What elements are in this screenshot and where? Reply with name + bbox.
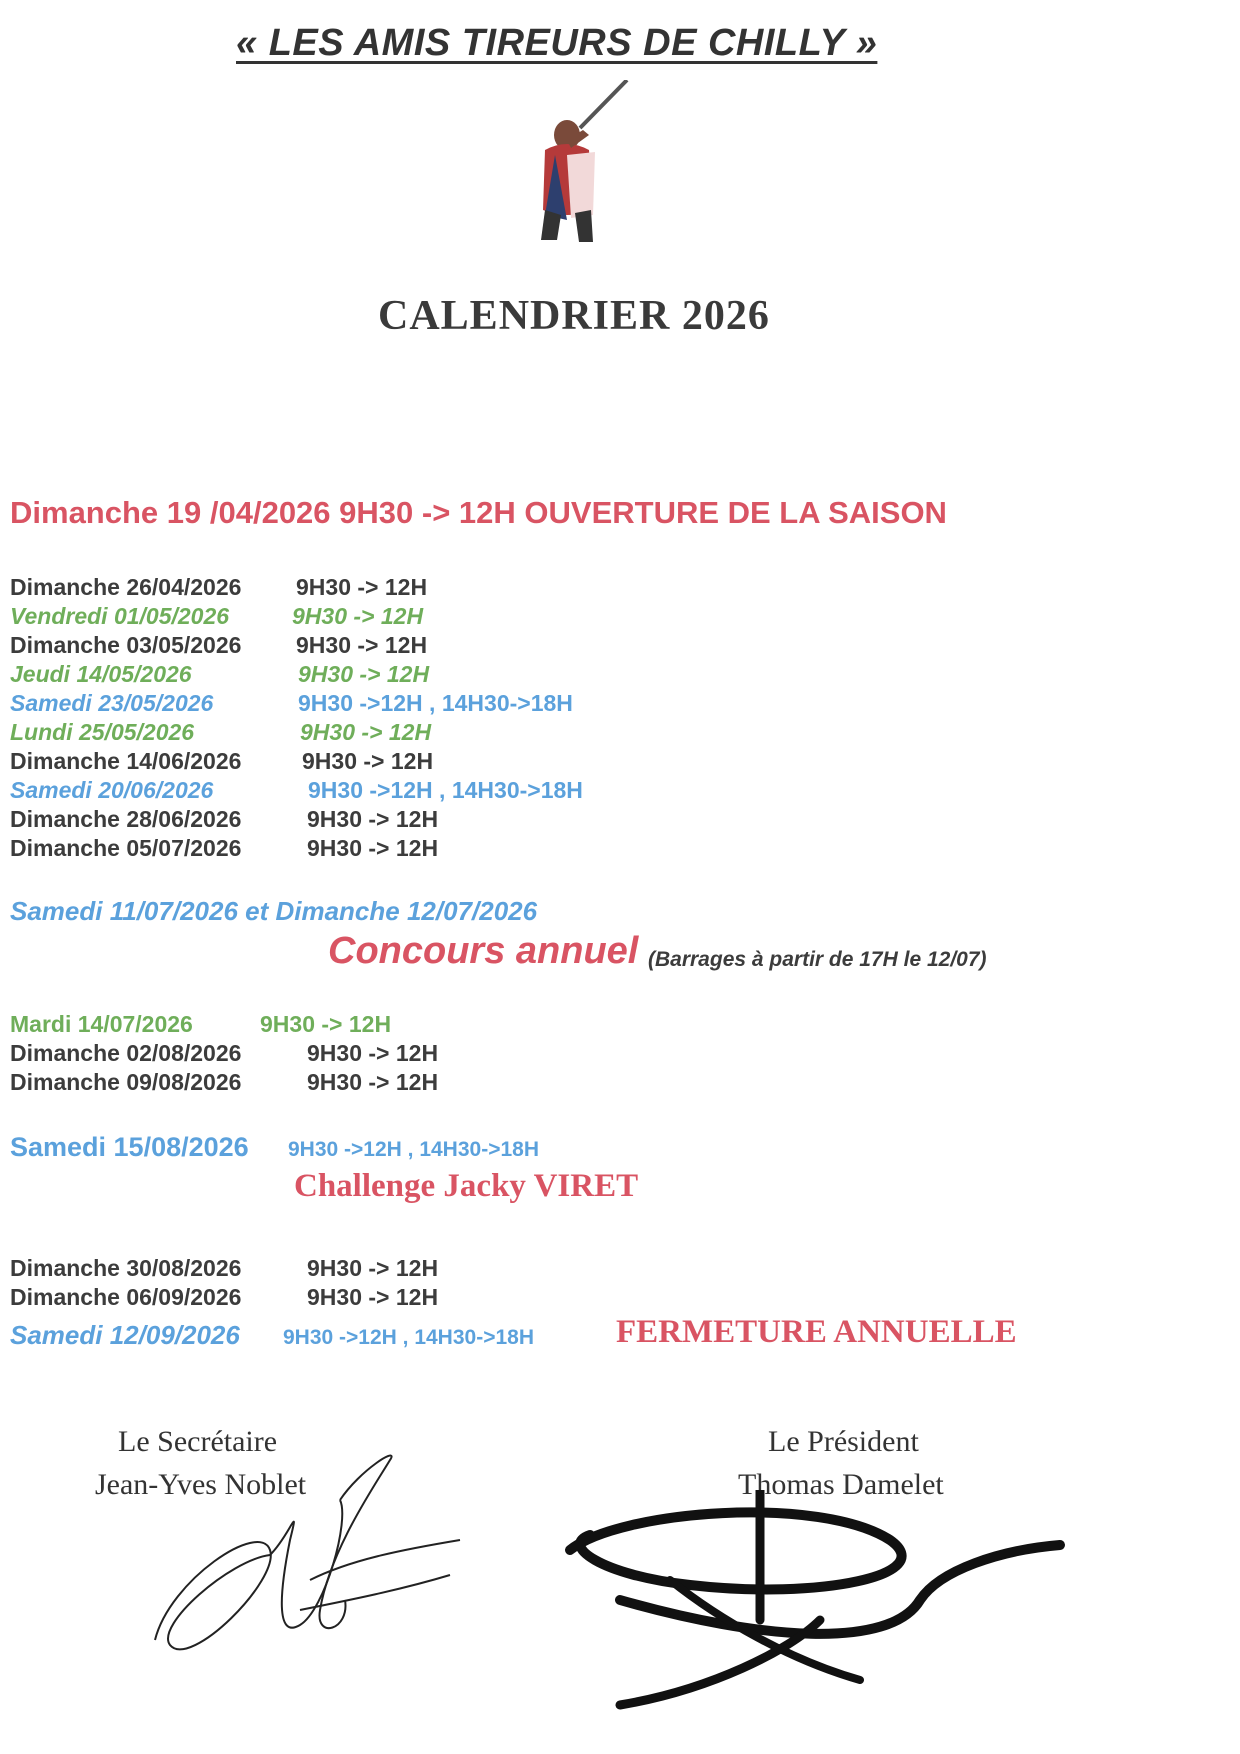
session-date: Dimanche 09/08/2026 <box>10 1069 242 1095</box>
concours-note: (Barrages à partir de 17H le 12/07) <box>648 948 987 971</box>
session-row <box>10 689 573 718</box>
session-row <box>10 1254 439 1283</box>
closing-date: Samedi 12/09/2026 <box>10 1320 240 1350</box>
challenge-date: Samedi 15/08/2026 <box>10 1132 249 1162</box>
session-time: 9H30 -> 12H <box>307 1069 439 1095</box>
closing-time: 9H30 ->12H , 14H30->18H <box>283 1326 534 1349</box>
concours-dates: Samedi 11/07/2026 et Dimanche 12/07/2026 <box>10 896 538 926</box>
session-time: 9H30 -> 12H <box>298 661 430 687</box>
session-date: Dimanche 03/05/2026 <box>10 632 242 658</box>
session-time: 9H30 -> 12H <box>300 719 432 745</box>
club-title: « LES AMIS TIREURS DE CHILLY » <box>236 22 878 64</box>
session-time: 9H30 ->12H , 14H30->18H <box>308 777 583 803</box>
challenge-time: 9H30 ->12H , 14H30->18H <box>288 1138 539 1161</box>
session-row <box>10 631 428 660</box>
shooter-logo-icon <box>505 80 635 245</box>
session-row <box>10 718 432 747</box>
session-time: 9H30 -> 12H <box>296 632 428 658</box>
secretary-signature-icon <box>150 1440 530 1670</box>
session-date: Samedi 23/05/2026 <box>10 690 214 716</box>
president-name: Thomas Damelet <box>738 1468 944 1501</box>
session-row <box>10 660 430 689</box>
session-time: 9H30 -> 12H <box>302 748 434 774</box>
session-date: Dimanche 02/08/2026 <box>10 1040 242 1066</box>
session-date: Jeudi 14/05/2026 <box>10 661 192 687</box>
secretary-name: Jean-Yves Noblet <box>95 1468 307 1501</box>
challenge-title: Challenge Jacky VIRET <box>294 1168 639 1204</box>
session-date: Lundi 25/05/2026 <box>10 719 195 745</box>
session-time: 9H30 ->12H , 14H30->18H <box>298 690 573 716</box>
session-row <box>10 602 424 631</box>
session-date: Samedi 20/06/2026 <box>10 777 214 803</box>
session-date: Dimanche 28/06/2026 <box>10 806 242 832</box>
session-time: 9H30 -> 12H <box>292 603 424 629</box>
session-row <box>10 834 439 863</box>
session-row <box>10 747 434 776</box>
session-time: 9H30 -> 12H <box>307 835 439 861</box>
session-time: 9H30 -> 12H <box>260 1011 392 1037</box>
session-date: Dimanche 05/07/2026 <box>10 835 242 861</box>
session-row <box>10 1068 439 1097</box>
session-date: Dimanche 30/08/2026 <box>10 1255 242 1281</box>
session-date: Vendredi 01/05/2026 <box>10 603 230 629</box>
session-date: Dimanche 26/04/2026 <box>10 574 242 600</box>
session-row <box>10 573 428 602</box>
session-date: Dimanche 14/06/2026 <box>10 748 242 774</box>
president-signature-icon <box>560 1490 1090 1730</box>
session-time: 9H30 -> 12H <box>307 1040 439 1066</box>
session-row <box>10 776 583 805</box>
concours-title: Concours annuel <box>328 930 639 972</box>
session-row <box>10 1039 439 1068</box>
session-row <box>10 1010 392 1039</box>
season-opening: Dimanche 19 /04/2026 9H30 -> 12H OUVERTURE DE LA SAISON <box>10 495 947 530</box>
session-date: Mardi 14/07/2026 <box>10 1011 193 1037</box>
closing-title: FERMETURE ANNUELLE <box>616 1314 1017 1350</box>
session-row <box>10 805 439 834</box>
session-time: 9H30 -> 12H <box>307 1284 439 1310</box>
session-time: 9H30 -> 12H <box>307 806 439 832</box>
president-role: Le Président <box>768 1425 919 1458</box>
session-time: 9H30 -> 12H <box>296 574 428 600</box>
session-row <box>10 1283 439 1312</box>
secretary-role: Le Secrétaire <box>118 1425 278 1458</box>
session-time: 9H30 -> 12H <box>307 1255 439 1281</box>
session-date: Dimanche 06/09/2026 <box>10 1284 242 1310</box>
calendar-title: CALENDRIER 2026 <box>378 293 770 339</box>
